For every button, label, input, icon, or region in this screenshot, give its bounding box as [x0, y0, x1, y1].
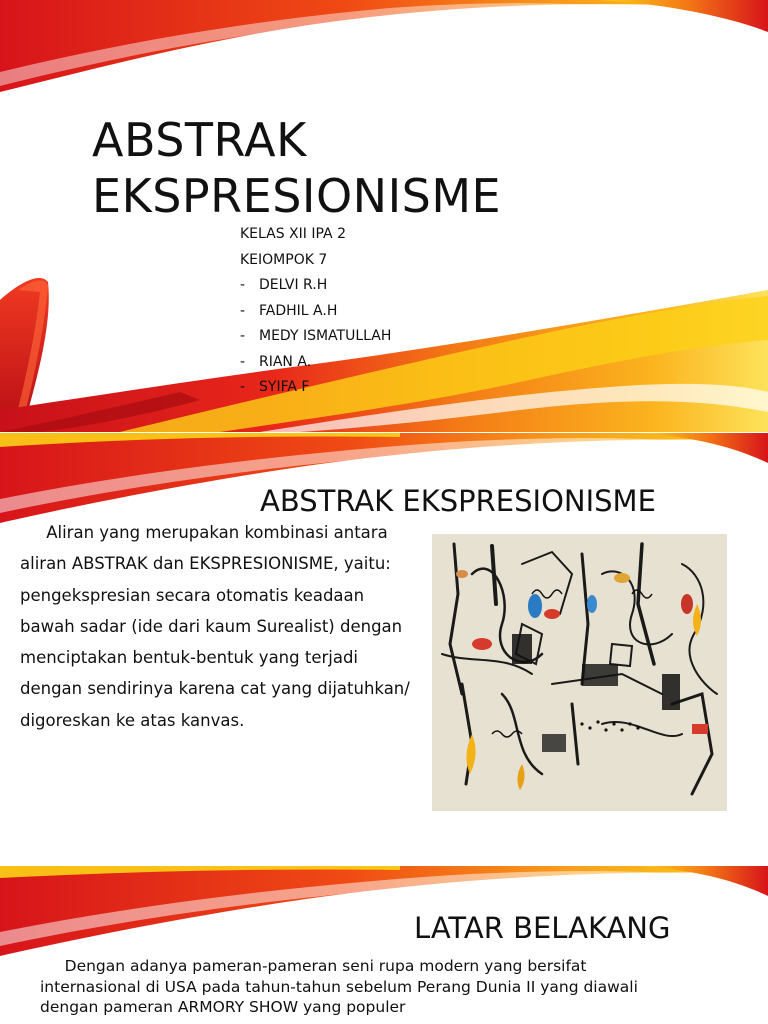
slide-title-heading: [92, 112, 501, 224]
title-line-2: EKSPRESIONISME: [92, 169, 502, 223]
slide-heading: ABSTRAK EKSPRESIONISME: [260, 484, 656, 518]
dash-marker: -: [240, 353, 246, 370]
dash-marker: -: [240, 302, 246, 319]
class-label: KELAS XII IPA 2: [240, 226, 346, 242]
member-name: MEDY ISMATULLAH: [259, 328, 392, 344]
definition-paragraph: Aliran yang merupakan kombinasi antara aliran ABSTRAK dan EKSPRESIONISME, yaitu: pengekspresian secara otomatis keadaan bawah sadar (ide dari kaum Surealist) dengan menciptakan bentuk-bentuk yang terjadi dengan sendirinya karena cat yang dijatuhkan/ digoreskan ke atas kanvas.: [20, 523, 410, 730]
member-item: [240, 350, 391, 376]
title-line-1: ABSTRAK: [92, 113, 307, 167]
slide-definition: [0, 433, 768, 865]
member-item: [240, 375, 391, 401]
member-name: SYIFA F: [259, 379, 310, 395]
slide-title: [0, 0, 768, 432]
background-paragraph: Dengan adanya pameran-pameran seni rupa modern yang bersifat internasional di USA pada tahun-tahun sebelum Perang Dunia II yang diawali dengan pameran ARMORY SHOW yang populer: [40, 957, 638, 1016]
dash-marker: -: [240, 328, 246, 344]
group-label: KEIOMPOK 7: [240, 251, 328, 268]
member-name: FADHIL A.H: [259, 302, 338, 319]
member-name: RIAN A.: [259, 353, 312, 370]
subtitle-block: [240, 222, 391, 401]
dash-marker: -: [240, 277, 246, 293]
slide-heading: LATAR BELAKANG: [414, 911, 671, 945]
dash-marker: -: [240, 379, 246, 395]
abstract-painting-image: [432, 534, 727, 811]
member-item: [240, 273, 391, 299]
member-list: [240, 273, 391, 401]
member-item: [240, 324, 391, 350]
slide-background: [0, 866, 768, 1024]
member-name: DELVI R.H: [259, 277, 328, 293]
member-item: [240, 299, 391, 325]
